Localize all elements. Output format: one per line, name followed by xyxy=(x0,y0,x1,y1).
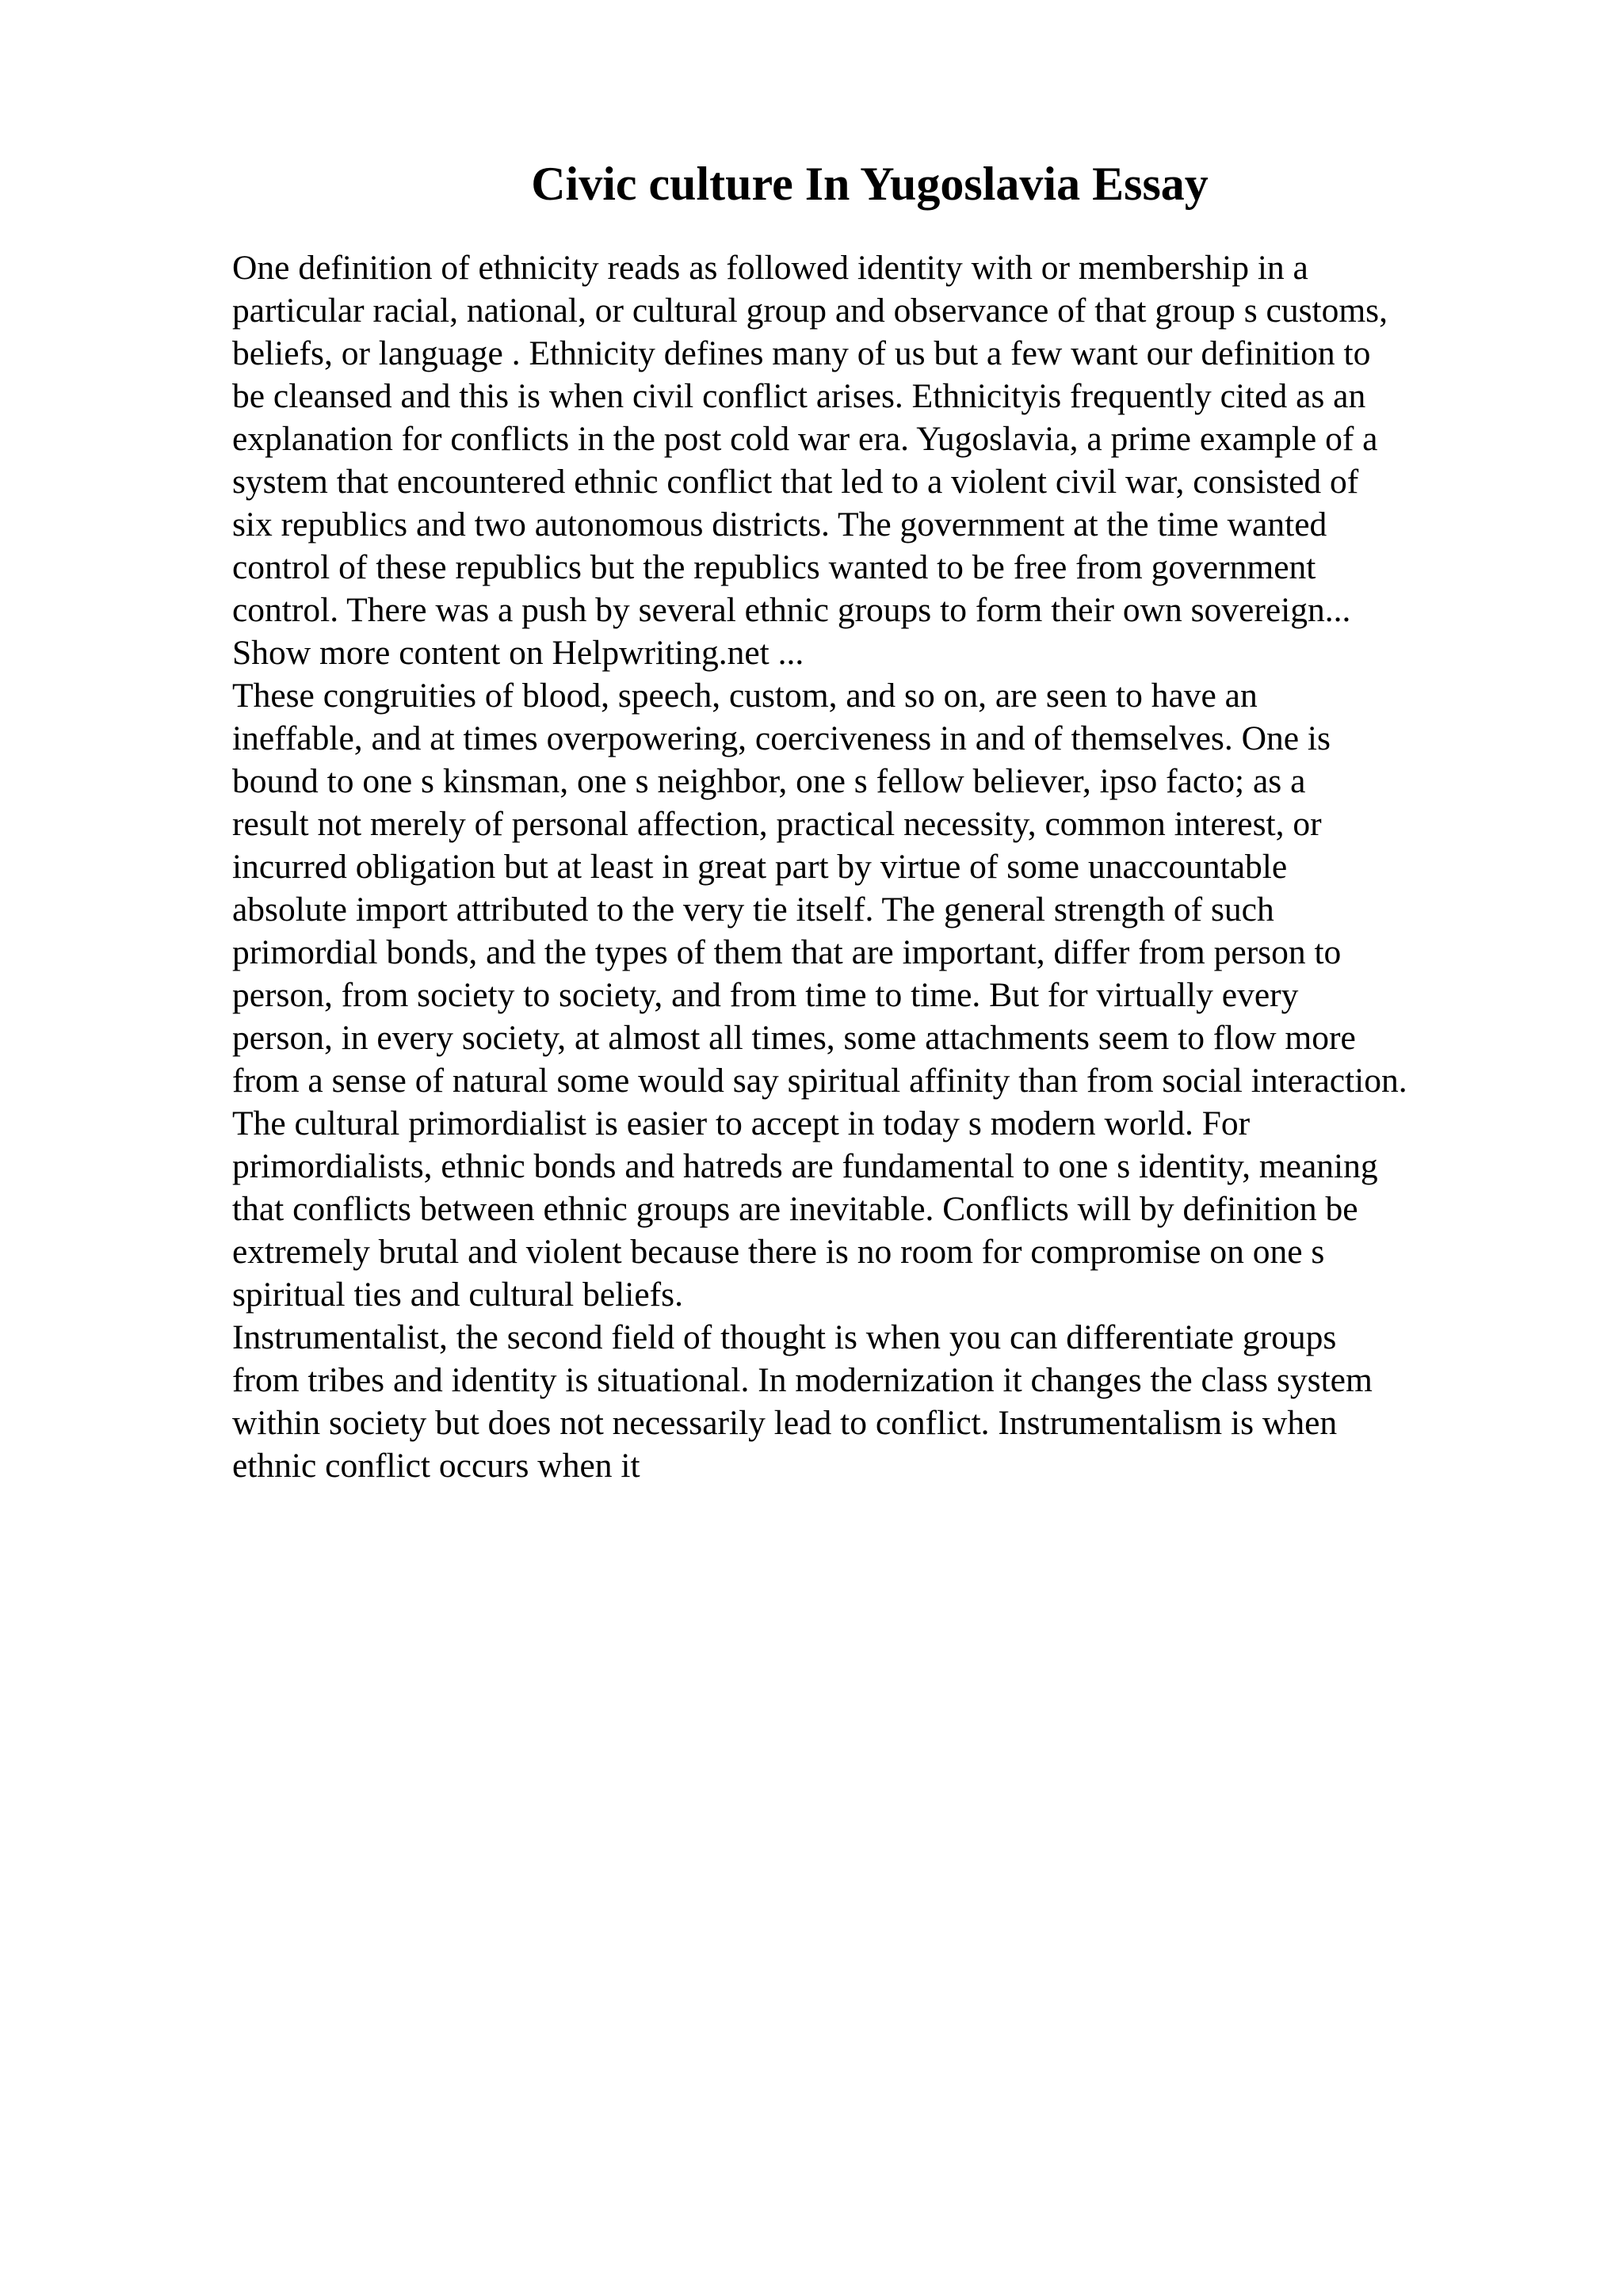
text-line: primordial bonds, and the types of them that are important, differ from person to xyxy=(232,933,1342,971)
text-line: ineffable, and at times overpowering, coerciveness in and of themselves. One is xyxy=(232,719,1331,757)
text-line: particular racial, national, or cultural group and observance of that group s customs, xyxy=(232,292,1388,330)
text-line: control. There was a push by several ethnic groups to form their own sovereign... xyxy=(232,591,1351,629)
text-line: beliefs, or language . Ethnicity defines many of us but a few want our definition to xyxy=(232,334,1371,372)
page-title: Civic culture In Yugoslavia Essay xyxy=(531,158,1209,210)
text-line: be cleansed and this is when civil conflict arises. Ethnicityis frequently cited as an xyxy=(232,377,1366,415)
text-line: primordialists, ethnic bonds and hatreds are fundamental to one s identity, meaning xyxy=(232,1147,1378,1185)
text-line: six republics and two autonomous districts. The government at the time wanted xyxy=(232,505,1327,543)
text-line: system that encountered ethnic conflict that led to a violent civil war, consisted of xyxy=(232,463,1359,501)
text-line: control of these republics but the republics wanted to be free from government xyxy=(232,548,1316,586)
text-line: from tribes and identity is situational. In modernization it changes the class system xyxy=(232,1361,1373,1399)
show-more-link[interactable]: Show more content on Helpwriting.net ... xyxy=(232,634,804,672)
text-line: within society but does not necessarily lead to conflict. Instrumentalism is when xyxy=(232,1404,1338,1442)
text-line: extremely brutal and violent because there is no room for compromise on one s xyxy=(232,1233,1325,1271)
essay-body xyxy=(232,246,1595,1487)
text-line: ethnic conflict occurs when it xyxy=(232,1447,640,1485)
text-line: result not merely of personal affection, practical necessity, common interest, or xyxy=(232,805,1322,843)
text-line: that conflicts between ethnic groups are inevitable. Conflicts will by definition be xyxy=(232,1190,1358,1228)
text-line: These congruities of blood, speech, custom, and so on, are seen to have an xyxy=(232,677,1258,715)
text-line: from a sense of natural some would say spiritual affinity than from social interaction. xyxy=(232,1062,1407,1100)
text-line: person, in every society, at almost all times, some attachments seem to flow more xyxy=(232,1019,1356,1057)
text-line: person, from society to society, and from time to time. But for virtually every xyxy=(232,976,1299,1014)
text-line: The cultural primordialist is easier to accept in today s modern world. For xyxy=(232,1104,1251,1142)
text-line: bound to one s kinsman, one s neighbor, one s fellow believer, ipso facto; as a xyxy=(232,762,1306,800)
text-line: spiritual ties and cultural beliefs. xyxy=(232,1276,683,1314)
text-line: incurred obligation but at least in great part by virtue of some unaccountable xyxy=(232,848,1288,886)
text-line: explanation for conflicts in the post cold war era. Yugoslavia, a prime example of a xyxy=(232,420,1378,458)
text-line: Instrumentalist, the second field of thought is when you can differentiate groups xyxy=(232,1318,1337,1356)
text-line: One definition of ethnicity reads as followed identity with or membership in a xyxy=(232,249,1308,287)
text-line: absolute import attributed to the very tie itself. The general strength of such xyxy=(232,891,1274,929)
